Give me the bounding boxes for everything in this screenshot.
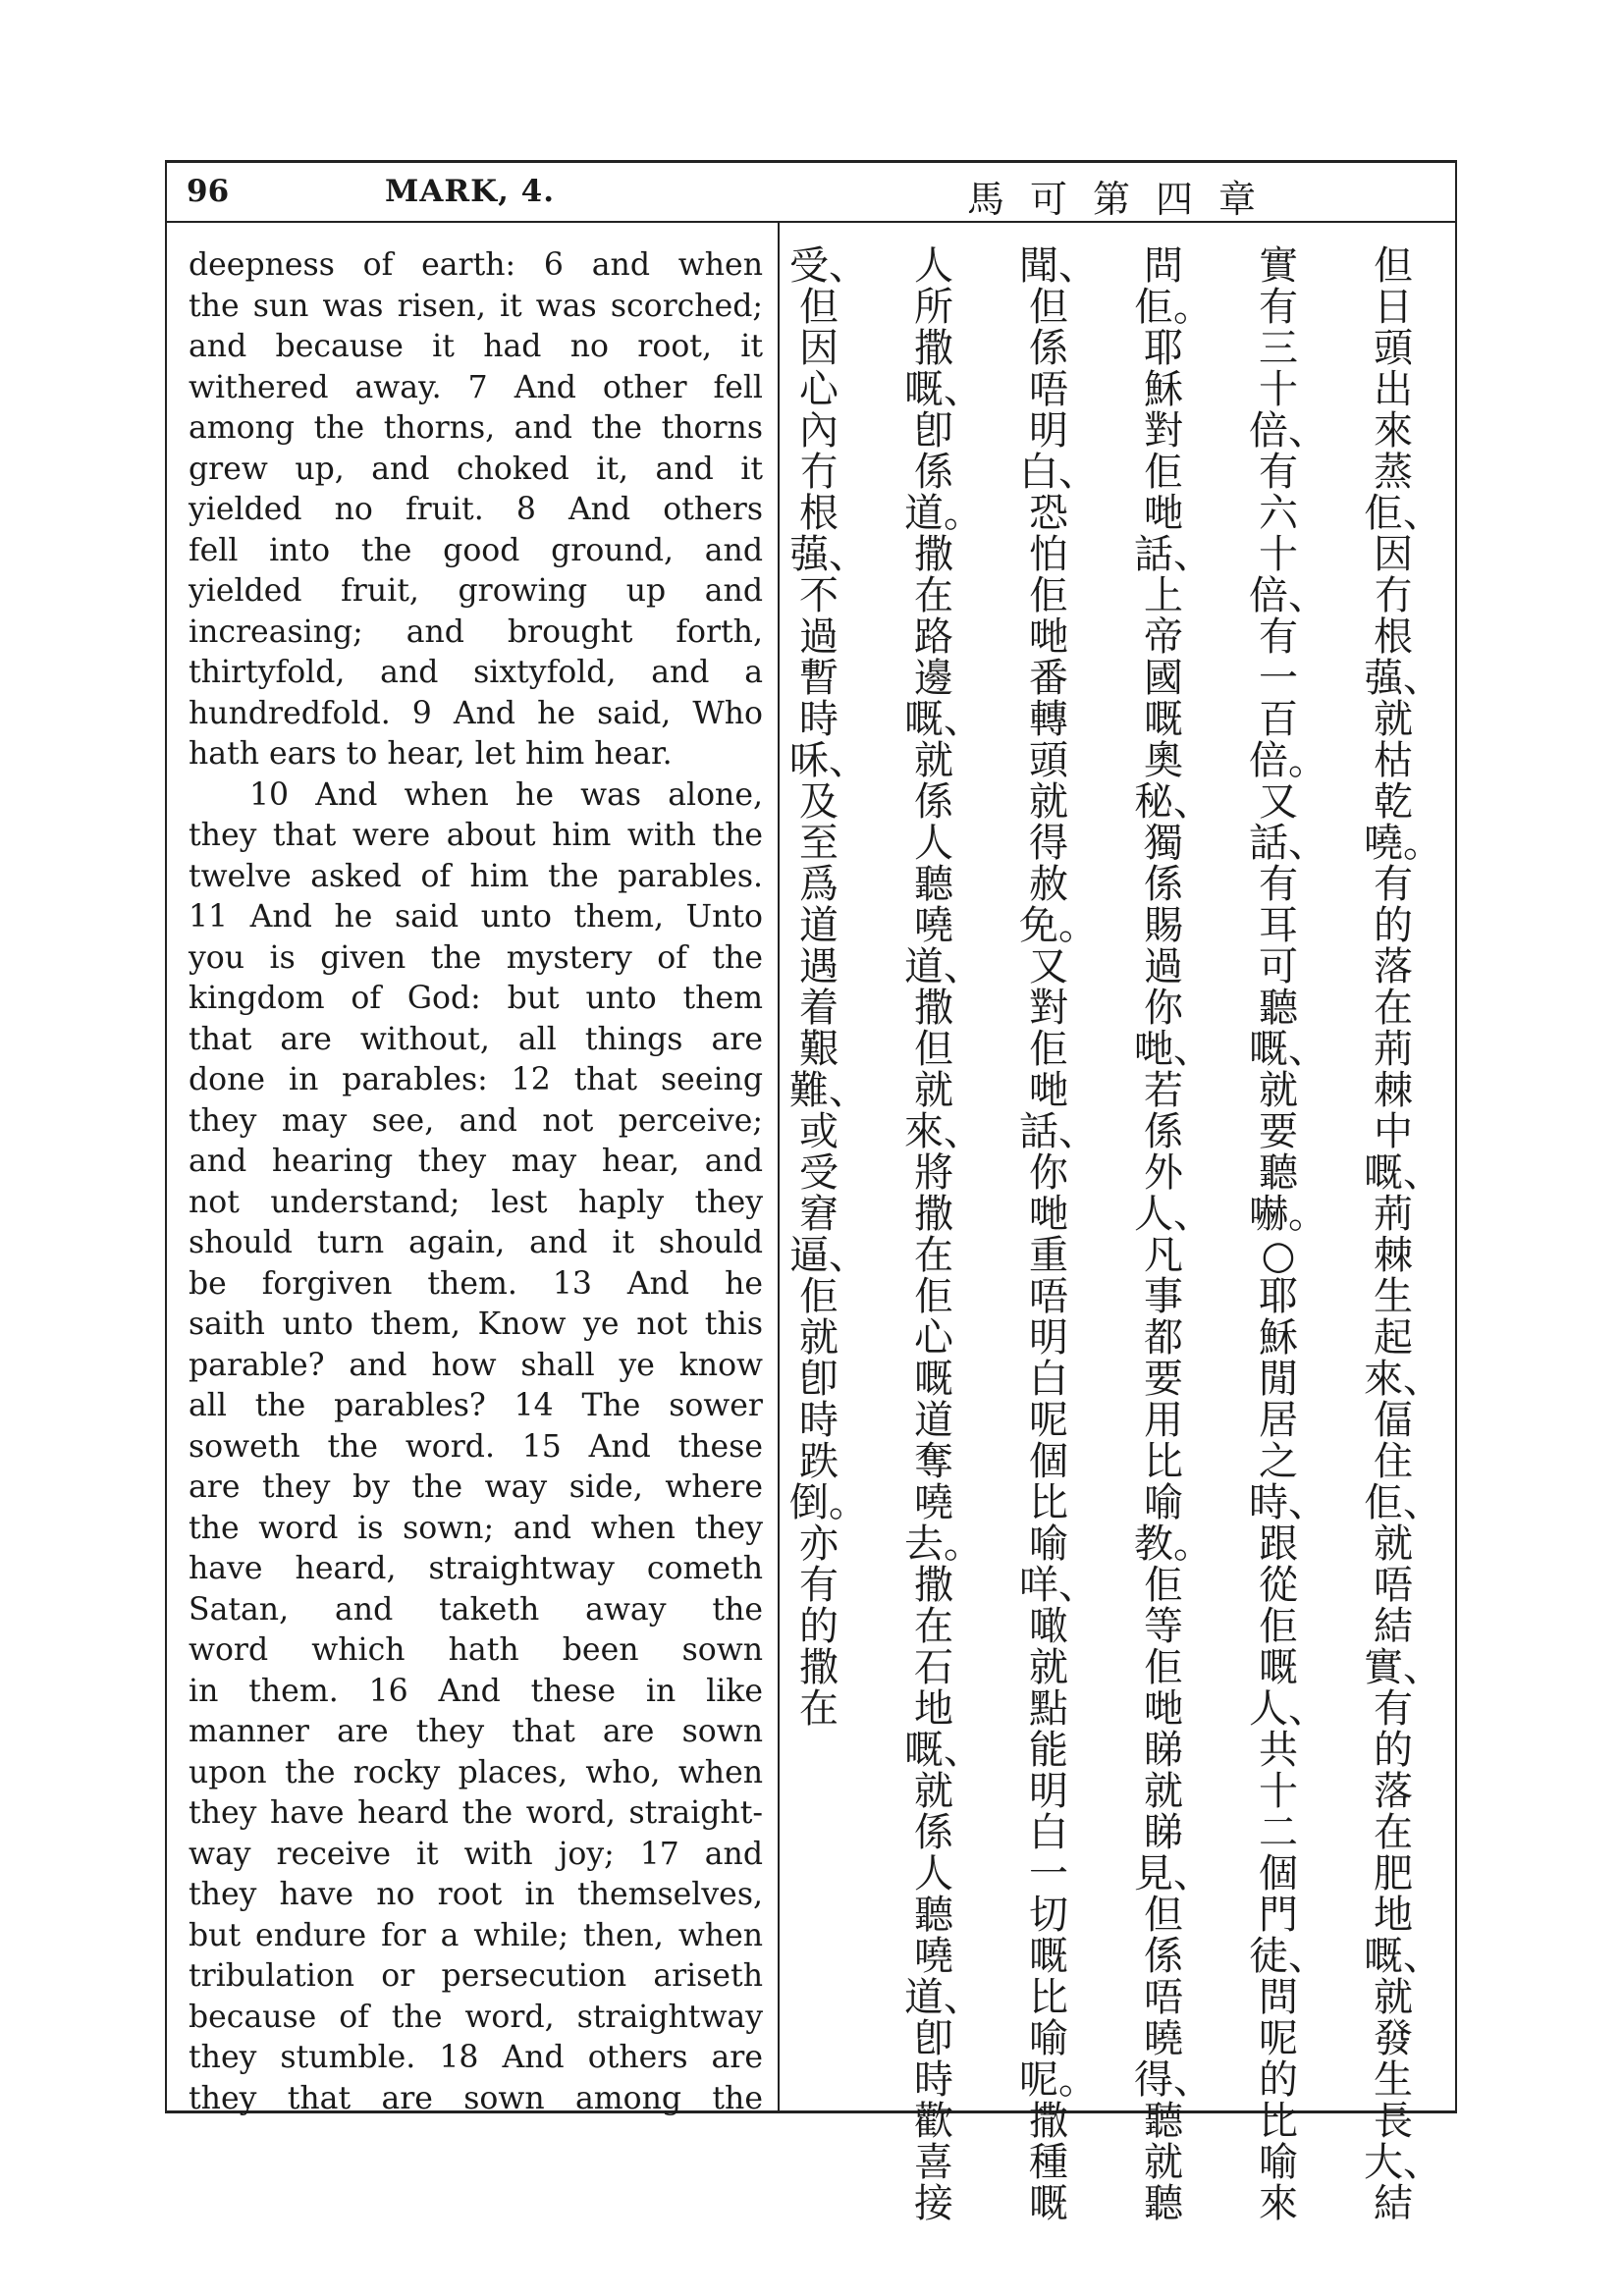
english-line: yielded fruit, growing up and (189, 573, 763, 609)
english-line: not understand; lest haply they (189, 1184, 763, 1220)
english-line: 11 And he said unto them, Unto (189, 899, 763, 934)
english-line: but endure for a while; then, when (189, 1917, 763, 1953)
english-line: grew up, and choked it, and it (189, 451, 763, 487)
chinese-text-column: 但日頭出來蒸佢、因冇根蔃、就枯乾嘵。有的落在荊棘中嘅、荊棘生起來、偪住佢、就唔結實、有的落在肥地嘅、就發生長大、結 (1364, 243, 1442, 2226)
page-number: 96 (187, 174, 230, 209)
english-line: have heard, straightway cometh (189, 1551, 763, 1586)
english-line: they may see, and not perceive; (189, 1102, 763, 1139)
english-line: you is given the mystery of the (189, 939, 763, 976)
running-head: MARK, 4. (385, 174, 556, 209)
english-line: they that were about him with the (189, 818, 763, 853)
chinese-text-column: 問佢。耶穌對佢哋話、上帝國嘅奧秘、獨係賜過你哋、若係外人、凡事都要用比喻教。佢等佢哋睇就睇見、但係唔曉得、聽就聽 (1134, 243, 1213, 2226)
english-line: kingdom of God: but unto them (189, 981, 763, 1016)
english-line: and hearing they may hear, and (189, 1144, 763, 1179)
english-line: they stumble. 18 And others are (189, 2040, 763, 2075)
column-divider (778, 222, 780, 2110)
english-line: Satan, and taketh away the (189, 1591, 763, 1628)
english-line: because of the word, straightway (189, 1999, 763, 2035)
english-line: and because it had no root, it (189, 329, 763, 364)
english-line: the word is sown; and when they (189, 1510, 763, 1546)
english-line: 10 And when he was alone, (249, 776, 763, 813)
english-line: they that are sown among the (189, 2080, 763, 2116)
english-line: they have no root in themselves, (189, 1877, 763, 1912)
chinese-text-column: 人所撒嘅、卽係道。撒在路邊嘅、就係人聽嘵道、撒但就來、將撒在佢心嘅道奪嘵去。撒在石地嘅、就係人聽嘵道、卽時歡喜接 (904, 243, 983, 2226)
english-line: soweth the word. 15 And these (189, 1428, 763, 1465)
english-line: be forgiven them. 13 And he (189, 1265, 763, 1302)
english-line: in them. 16 And these in like (189, 1673, 763, 1709)
english-line: yielded no fruit. 8 And others (189, 492, 763, 527)
english-line: way receive it with joy; 17 and (189, 1836, 763, 1872)
english-line: thirtyfold, and sixtyfold, and a (189, 655, 763, 690)
chinese-text-column: 受、但因心內冇根蔃、不過暫時咊、及至爲道遇着艱難、或受窘逼、佢就卽時跌倒。亦有的撒在 (789, 243, 868, 1732)
english-line: hath ears to hear, let him hear. (189, 736, 673, 772)
english-line: all the parables? 14 The sower (189, 1388, 763, 1423)
english-text-column (189, 245, 763, 2119)
english-line: upon the rocky places, who, when (189, 1754, 763, 1790)
english-line: withered away. 7 And other fell (189, 369, 763, 405)
english-line: tribulation or persecution ariseth (189, 1958, 763, 1994)
english-line: fell into the good ground, and (189, 532, 763, 568)
chinese-text-column: 實有三十倍、有六十倍、有一百倍。又話、有耳可聽嘅、就要聽嚇。○耶穌閒居之時、跟從佢嘅人、共十二個門徒、問呢的比喻來 (1249, 243, 1327, 2226)
english-line: increasing; and brought forth, (189, 614, 763, 650)
chinese-text-column: 聞、但係唔明白、恐怕佢哋番轉頭就得赦免。又對佢哋話、你哋重唔明白呢個比喻咩、噉就點能明白一切嘅比喻呢。撒種嘅 (1019, 243, 1098, 2226)
english-line: done in parables: 12 that seeing (189, 1062, 763, 1097)
english-line: twelve asked of him the parables. (189, 858, 763, 894)
english-line: among the thorns, and the thorns (189, 410, 763, 446)
english-line: saith unto them, Know ye not this (189, 1307, 763, 1342)
english-line: they have heard the word, straight- (189, 1795, 763, 1831)
english-line: that are without, all things are (189, 1021, 763, 1057)
english-line: parable? and how shall ye know (189, 1347, 763, 1383)
english-line: should turn again, and it should (189, 1225, 763, 1260)
english-line: deepness of earth: 6 and when (189, 247, 763, 283)
english-line: manner are they that are sown (189, 1714, 763, 1749)
english-line: hundredfold. 9 And he said, Who (189, 695, 763, 731)
english-line: the sun was risen, it was scorched; (189, 288, 763, 324)
english-line: are they by the way side, where (189, 1469, 763, 1505)
english-line: word which hath been sown (189, 1632, 763, 1668)
chinese-running-head: 馬可第四章 (967, 178, 1282, 221)
